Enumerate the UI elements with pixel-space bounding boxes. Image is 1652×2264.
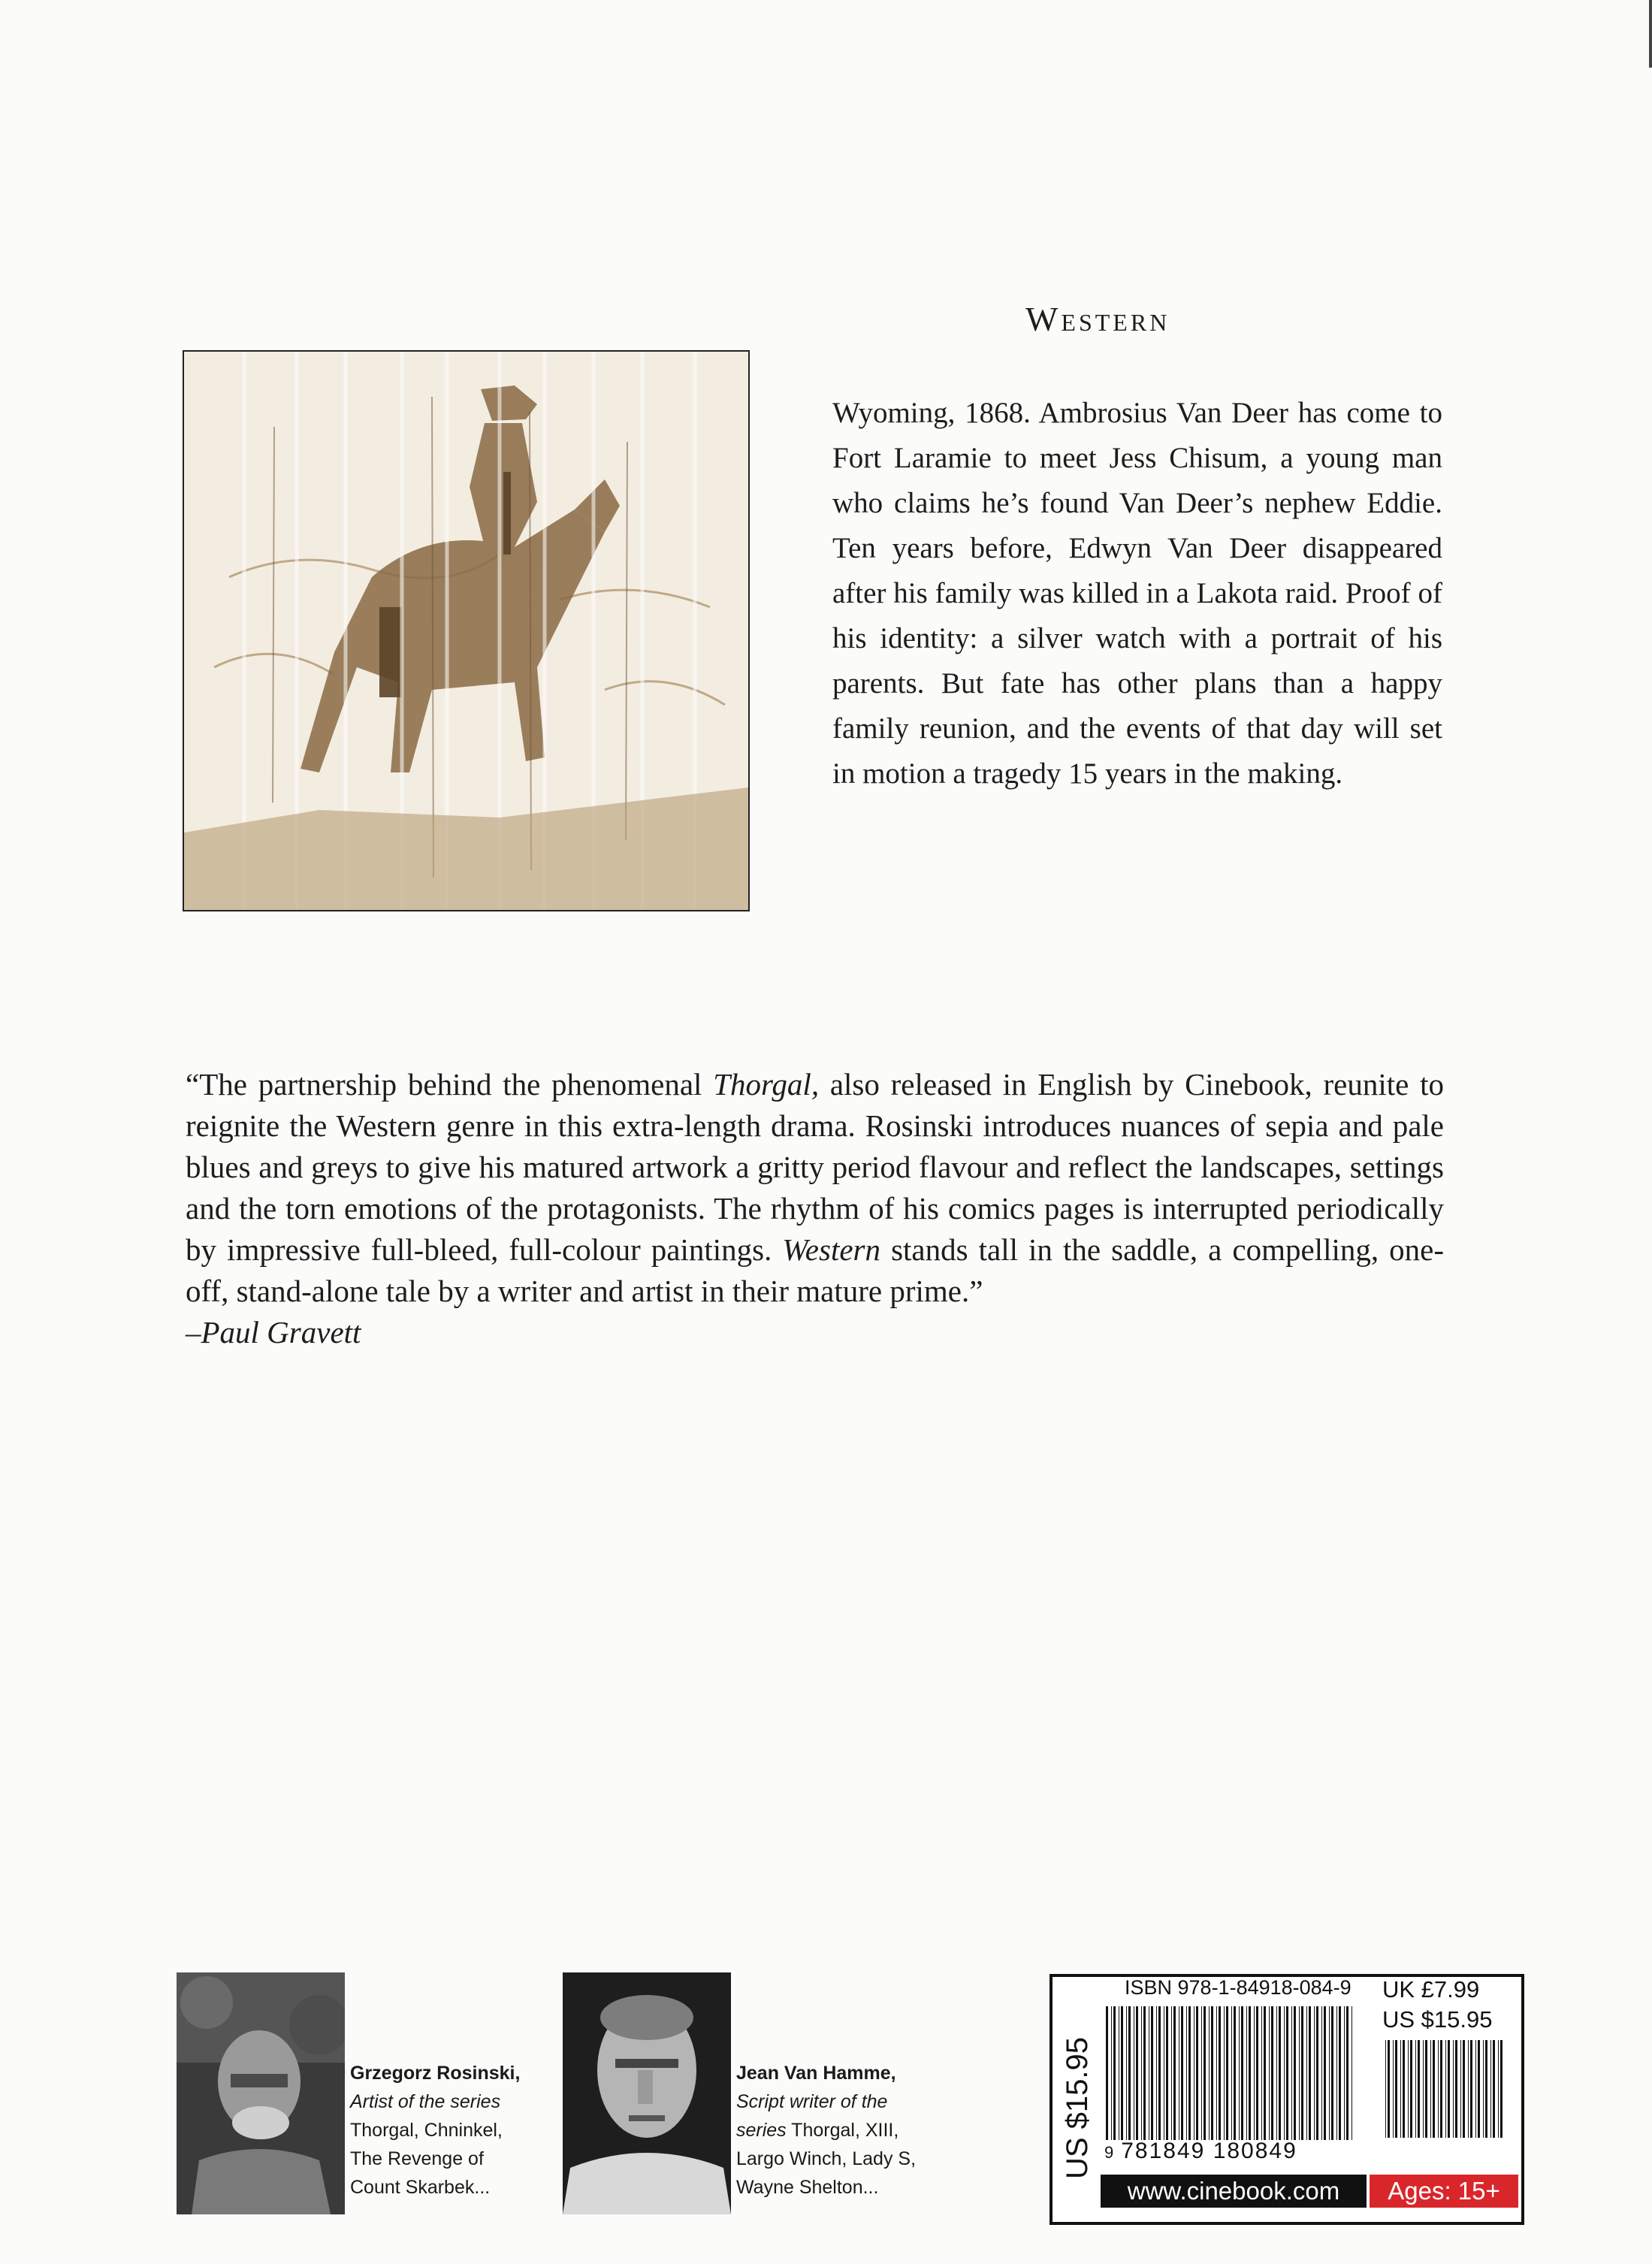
- barcode-bar: [1314, 2006, 1315, 2140]
- barcode-bar: [1440, 2040, 1442, 2138]
- quote-part-1: “The partnership behind the phenomenal: [186, 1067, 714, 1102]
- artist-bio: [350, 2059, 545, 2202]
- barcode-bar: [1309, 2006, 1311, 2140]
- barcode-bar: [1438, 2040, 1439, 2138]
- barcode-bar: [1463, 2040, 1465, 2138]
- barcode-bar: [1211, 2006, 1213, 2140]
- barcode-bar: [1156, 2006, 1157, 2140]
- barcode-bar: [1166, 2006, 1168, 2140]
- price-us: US $15.95: [1382, 2006, 1493, 2033]
- quote-part-3: stands tall in the saddle, a compelling, one-off, stand-alone tale by a writer and artist in their mature prime.”: [186, 1232, 1445, 1308]
- vertical-price: US $15.95: [1061, 2036, 1094, 2179]
- synopsis-text: Wyoming, 1868. Ambrosius Van Deer has come to Fort Laramie to meet Jess Chisum, a young man who claims he’s found Van Deer’s nephew Eddie. Ten years before, Edwyn Van Deer disappeared after his family was killed in a Lakota raid. Proof of his identity: a silver watch with a portrait of his parents. But fate has other plans than a happy family reunion, and the events of that day will set in motion a tragedy 15 years in the making.: [832, 397, 1442, 790]
- barcode-bar: [1460, 2040, 1461, 2138]
- page-edge-mark: [1649, 0, 1652, 68]
- barcode-bar: [1231, 2006, 1232, 2140]
- barcode-bar: [1448, 2040, 1450, 2138]
- review-quote: [186, 1064, 1444, 1353]
- barcode-bar: [1256, 2006, 1258, 2140]
- writer-series-line: Thorgal, XIII,: [786, 2120, 899, 2141]
- cover-illustration: [183, 350, 750, 911]
- barcode-bar: [1111, 2006, 1112, 2140]
- barcode-bar: [1294, 2006, 1296, 2140]
- barcode-bar: [1269, 2006, 1270, 2140]
- barcode-bar: [1173, 2006, 1176, 2140]
- barcode-bar: [1485, 2040, 1487, 2138]
- barcode-bar: [1415, 2040, 1416, 2138]
- barcode-bar: [1216, 2006, 1217, 2140]
- barcode-bar: [1430, 2040, 1431, 2138]
- quote-part-2: also released in English by Cinebook, reunite to reignite the Western genre in this extra-length drama. Rosinski introduces nuances of sepia and pale blues and greys to give his matured artwork a gritty period flavour and reflect the landscapes, settings and the torn emotions of the protagonists. The rhythm of his comics pages is interrupted periodically by impressive full-bleed, full-colour paintings.: [186, 1067, 1444, 1267]
- barcode-bar: [1264, 2006, 1266, 2140]
- writer-series-line-3: Wayne Shelton...: [736, 2177, 879, 2198]
- barcode-bar: [1331, 2006, 1333, 2140]
- barcode-bar: [1500, 2040, 1503, 2138]
- barcode-lead-digit: 9: [1104, 2143, 1116, 2162]
- barcode-bar: [1410, 2040, 1412, 2138]
- barcode-bar: [1121, 2006, 1123, 2140]
- barcode-bar: [1453, 2040, 1454, 2138]
- barcode-bar: [1490, 2040, 1491, 2138]
- writer-role-series: series: [736, 2120, 787, 2141]
- barcode-bar: [1181, 2006, 1183, 2140]
- barcode-bar: [1498, 2040, 1499, 2138]
- barcode-number: 781849 180849: [1121, 2139, 1297, 2163]
- barcode-bar: [1291, 2006, 1292, 2140]
- barcode-bar: [1224, 2006, 1225, 2140]
- barcode-bar: [1423, 2040, 1424, 2138]
- barcode-bar: [1219, 2006, 1221, 2140]
- barcode-bar: [1284, 2006, 1285, 2140]
- barcode-bar: [1346, 2006, 1348, 2140]
- barcode-bar: [1306, 2006, 1307, 2140]
- quote-emphasis-western: Western: [782, 1232, 881, 1267]
- barcode-digits: [1104, 2139, 1297, 2164]
- barcode-bar: [1433, 2040, 1435, 2138]
- barcode-bar: [1385, 2040, 1386, 2138]
- barcode-bar: [1393, 2040, 1394, 2138]
- barcode-bar: [1344, 2006, 1345, 2140]
- barcode-bar: [1158, 2006, 1161, 2140]
- barcode-bar: [1329, 2006, 1330, 2140]
- barcode-bar: [1249, 2006, 1251, 2140]
- barcode-bar: [1196, 2006, 1198, 2140]
- writer-bio: [736, 2059, 962, 2202]
- publisher-website[interactable]: www.cinebook.com: [1101, 2175, 1367, 2208]
- writer-name: Jean Van Hamme,: [736, 2063, 896, 2084]
- barcode-bar: [1395, 2040, 1397, 2138]
- barcode-bar: [1126, 2006, 1127, 2140]
- barcode-bar: [1316, 2006, 1318, 2140]
- barcode-bar: [1151, 2006, 1153, 2140]
- barcode-bar: [1336, 2006, 1337, 2140]
- barcode-bar: [1106, 2006, 1108, 2140]
- barcode-bar: [1239, 2006, 1240, 2140]
- artist-series-line-3: Count Skarbek...: [350, 2177, 491, 2198]
- barcode-bar: [1234, 2006, 1236, 2140]
- barcode-bar: [1136, 2006, 1138, 2140]
- barcode-bar: [1455, 2040, 1457, 2138]
- barcode-bar: [1201, 2006, 1202, 2140]
- barcode-bar: [1445, 2040, 1446, 2138]
- barcode-bar: [1299, 2006, 1300, 2140]
- barcode-bar: [1301, 2006, 1303, 2140]
- barcode-bar: [1388, 2040, 1390, 2138]
- artist-name: Grzegorz Rosinski,: [350, 2063, 521, 2084]
- artist-role: Artist of the series: [350, 2091, 501, 2112]
- barcode-bar: [1186, 2006, 1187, 2140]
- barcode-bar: [1171, 2006, 1172, 2140]
- barcode-bar: [1261, 2006, 1262, 2140]
- barcode-bar: [1271, 2006, 1273, 2140]
- isbn-barcode: [1104, 2006, 1356, 2140]
- artist-photo: [177, 1972, 345, 2214]
- writer-photo: [563, 1972, 731, 2214]
- barcode-bar: [1276, 2006, 1277, 2140]
- barcode-bar: [1286, 2006, 1288, 2140]
- price-uk: UK £7.99: [1382, 1976, 1480, 2003]
- barcode-bar: [1351, 2006, 1352, 2140]
- barcode-bar: [1204, 2006, 1206, 2140]
- writer-series-line-2: Largo Winch, Lady S,: [736, 2148, 917, 2169]
- barcode-bar: [1475, 2040, 1476, 2138]
- barcode-bar: [1493, 2040, 1495, 2138]
- book-title: Western: [1025, 300, 1170, 338]
- barcode-bar: [1254, 2006, 1255, 2140]
- age-rating-badge: Ages: 15+: [1370, 2175, 1518, 2208]
- barcode-bar: [1141, 2006, 1142, 2140]
- barcode-bar: [1408, 2040, 1409, 2138]
- barcode-bar: [1403, 2040, 1405, 2138]
- barcode-bar: [1143, 2006, 1146, 2140]
- barcode-bar: [1425, 2040, 1427, 2138]
- barcode-bar: [1246, 2006, 1247, 2140]
- barcode-bar: [1418, 2040, 1420, 2138]
- barcode-bar: [1209, 2006, 1210, 2140]
- barcode-bar: [1279, 2006, 1281, 2140]
- barcode-bar: [1241, 2006, 1243, 2140]
- quote-attribution: –Paul Gravett: [186, 1315, 361, 1350]
- barcode-bar: [1339, 2006, 1341, 2140]
- rider-on-horse-illustration: [184, 352, 748, 910]
- writer-role: Script writer of the: [736, 2091, 888, 2112]
- barcode-bar: [1468, 2040, 1469, 2138]
- barcode-bar: [1324, 2006, 1326, 2140]
- barcode-bar: [1483, 2040, 1484, 2138]
- isbn-label: ISBN 978-1-84918-084-9: [1125, 1976, 1351, 1999]
- barcode-bar: [1128, 2006, 1131, 2140]
- quote-emphasis-thorgal: Thorgal,: [713, 1067, 820, 1102]
- barcode-bar: [1400, 2040, 1401, 2138]
- barcode-bar: [1226, 2006, 1228, 2140]
- barcode-bar: [1470, 2040, 1472, 2138]
- barcode-bar: [1188, 2006, 1191, 2140]
- artist-series-line-2: The Revenge of: [350, 2148, 484, 2169]
- artist-series-line: Thorgal, Chninkel,: [350, 2120, 503, 2141]
- barcode-bar: [1113, 2006, 1116, 2140]
- barcode-bar: [1321, 2006, 1322, 2140]
- price-addon-barcode: [1384, 2040, 1506, 2138]
- barcode-bar: [1478, 2040, 1480, 2138]
